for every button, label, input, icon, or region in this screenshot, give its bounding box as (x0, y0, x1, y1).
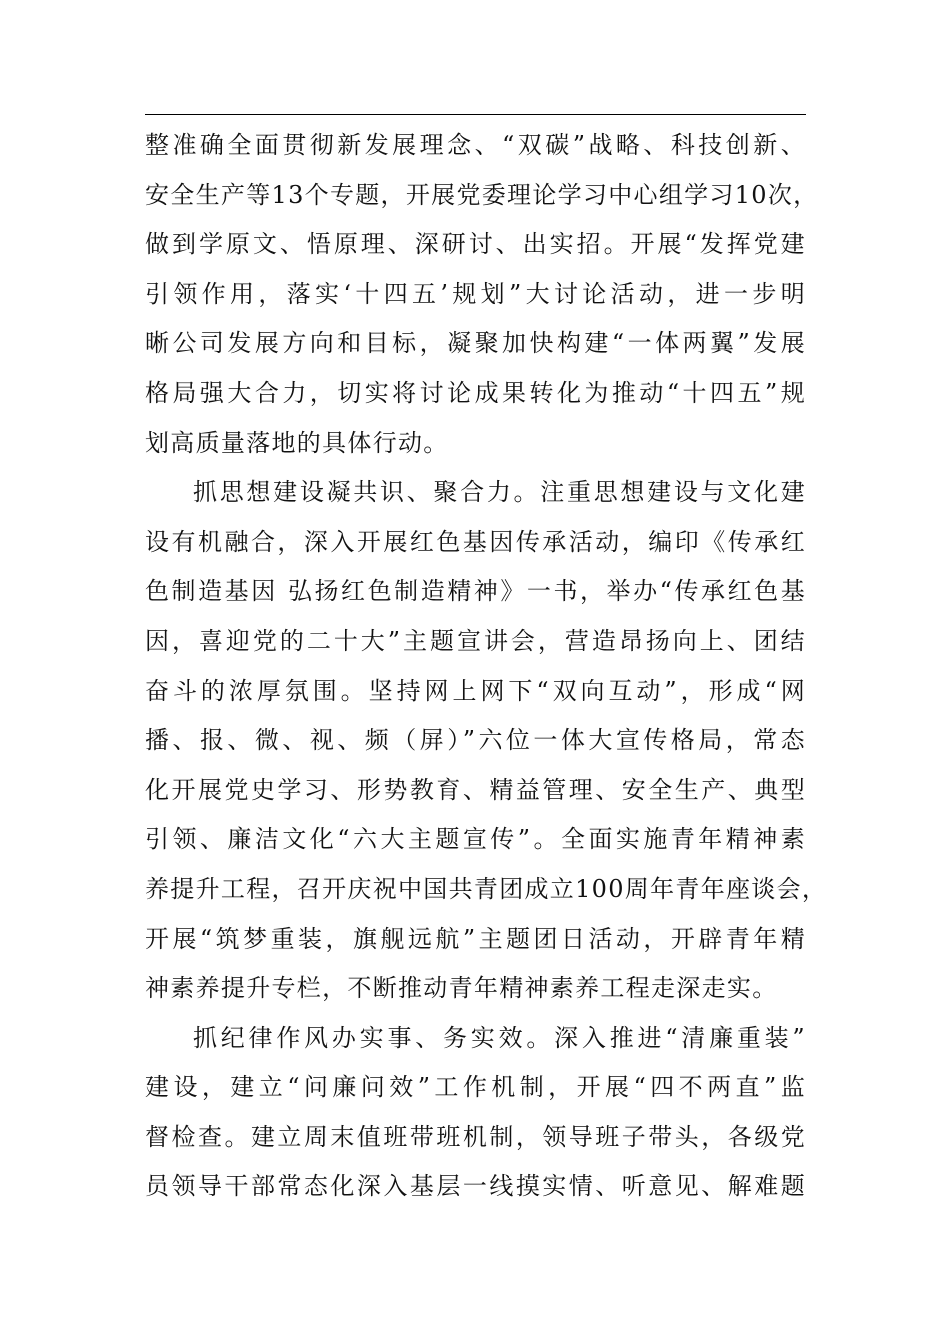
text-line: 因，喜迎党的二十大”主题宣讲会，营造昂扬向上、团结 (145, 626, 806, 655)
text-line: 开展“筑梦重装，旗舰远航”主题团日活动，开辟青年精 (145, 924, 806, 953)
text-line: 抓思想建设凝共识、聚合力。注重思想建设与文化建 (193, 478, 806, 507)
text-line: 晰公司发展方向和目标，凝聚加快构建“一体两翼”发展 (145, 329, 806, 358)
text-line: 引领作用，落实‘十四五’规划”大讨论活动，进一步明 (145, 279, 806, 308)
document-body (145, 121, 828, 1212)
text-line: 员领导干部常态化深入基层一线摸实情、听意见、解难题 (145, 1172, 806, 1201)
text-line: 抓纪律作风办实事、务实效。深入推进“清廉重装” (193, 1023, 806, 1052)
text-line: 色制造基因 弘扬红色制造精神》一书，举办“传承红色基 (145, 577, 806, 606)
header-rule (145, 114, 806, 115)
text-line: 奋斗的浓厚氛围。坚持网上网下“双向互动”，形成“网 (145, 676, 806, 705)
text-line: 划高质量落地的具体行动。 (145, 428, 449, 457)
text-line: 神素养提升专栏，不断推动青年精神素养工程走深走实。 (145, 974, 778, 1003)
paragraph-1 (145, 121, 819, 468)
text-line: 养提升工程，召开庆祝中国共青团成立100周年青年座谈会， (145, 874, 828, 903)
text-line: 化开展党史学习、形势教育、精益管理、安全生产、典型 (145, 775, 806, 804)
text-line: 引领、廉洁文化“六大主题宣传”。全面实施青年精神素 (145, 825, 806, 854)
text-line: 督检查。建立周末值班带班机制，领导班子带头，各级党 (145, 1122, 806, 1151)
text-line: 安全生产等13个专题，开展党委理论学习中心组学习10次， (145, 180, 819, 209)
paragraph-2 (145, 468, 828, 1014)
text-line: 格局强大合力，切实将讨论成果转化为推动“十四五”规 (145, 378, 806, 407)
paragraph-3 (145, 1014, 806, 1212)
text-line: 播、报、微、视、频（屏）”六位一体大宣传格局，常态 (145, 726, 806, 755)
text-line: 整准确全面贯彻新发展理念、“双碳”战略、科技创新、 (145, 131, 806, 159)
text-line: 建设，建立“问廉问效”工作机制，开展“四不两直”监 (145, 1073, 806, 1102)
text-line: 设有机融合，深入开展红色基因传承活动，编印《传承红 (145, 527, 806, 556)
text-line: 做到学原文、悟原理、深研讨、出实招。开展“发挥党建 (145, 230, 806, 259)
